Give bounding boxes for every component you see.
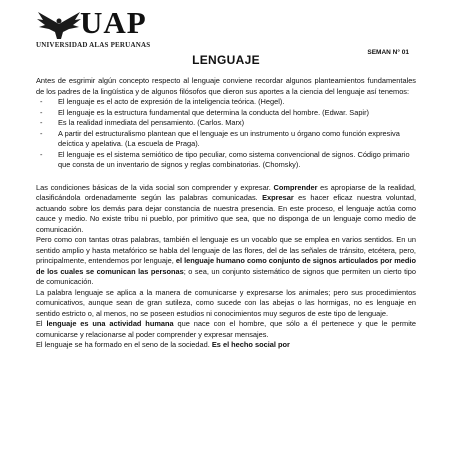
document-body [36, 76, 416, 351]
paragraph-comprender-expresar: Las condiciones básicas de la vida social son comprender y expresar. Comprender es apropiarse de la realidad, clasificándola ordenadamente según las palabras comunicadas. Expresar es hacer eficaz nuestra voluntad, actuando sobre los demás para dejar constancia de nuestra presencia. En este proceso, el lenguaje actúa como cauce y medio. No existe tribu ni pueblo, por primitivo que sea, que no disponga de un lenguaje como medio de comunicación. [36, 182, 417, 234]
definition-item: - Es la realidad inmediata del pensamiento. (Carlos. Marx) [36, 118, 416, 129]
definition-item: - El lenguaje es la estructura fundamental que determina la conducta del hombre. (Edwar. Sapir) [36, 108, 416, 119]
logo-subtitle: UNIVERSIDAD ALAS PERUANAS [36, 41, 151, 49]
logo-title: UAP [80, 5, 147, 40]
university-logo [36, 5, 196, 49]
definition-item: - El lenguaje es el acto de expresión de la inteligencia teórica. (Hegel). [36, 97, 416, 108]
paragraph-actividad-humana: El lenguaje es una actividad humana que nace con el hombre, que sólo a él pertenece y que le permite comunicarse y relacionarse al poder comprender y expresar mensajes. [36, 319, 417, 339]
paragraph-hecho-social: El lenguaje se ha formado en el seno de la sociedad. Es el hecho social por [36, 340, 290, 349]
document-title: LENGUAJE [192, 53, 260, 67]
paragraph-animales: La palabra lenguaje se aplica a la manera de comunicarse y expresarse los animales; pero sus procedimientos comunicativos, aunque sean de gran sutileza, como sucede con las abejas o las hormigas, no es lenguaje en sentido estricto o, al menos, no se poseen estudios ni conocimientos muy seguros de este tipo de lenguaje. [36, 287, 416, 318]
definition-item: - El lenguaje es el sistema semiótico de tipo peculiar, como sistema convencional de signos. Código primario que consta de un inventario de signos y reglas combinatorias. (Chomsky). [36, 150, 416, 171]
session-label: SEMAN N° 01 [367, 49, 409, 56]
definition-item: - A partir del estructuralismo plantean que el lenguaje es un instrumento u órgano como función expresiva deíctica y apelativa. (La escuela de Praga). [36, 129, 416, 150]
intro-paragraph: Antes de esgrimir algún concepto respecto al lenguaje conviene recordar algunos planteamientos fundamentales de los padres de la lingüística y de algunos filósofos que dieron sus aportes a la ciencia del lenguaje así tenemos: [36, 76, 416, 96]
paragraph-sentidos: Pero como con tantas otras palabras, también el lenguaje es un vocablo que se emplea en varios sentidos. En un sentido amplio y hasta metafórico se habla del lenguaje de las flores, del de las señales de tránsito, etcétera, pero, principalmente, entendemos por lenguaje, el lenguaje humano como conjunto de signos articulados por medio de los cuales se comunican las personas; o sea, un conjunto sistemático de signos que permiten un cierto tipo de comunicación. [36, 235, 416, 286]
definitions-list [36, 97, 416, 171]
eagle-icon [36, 10, 82, 40]
